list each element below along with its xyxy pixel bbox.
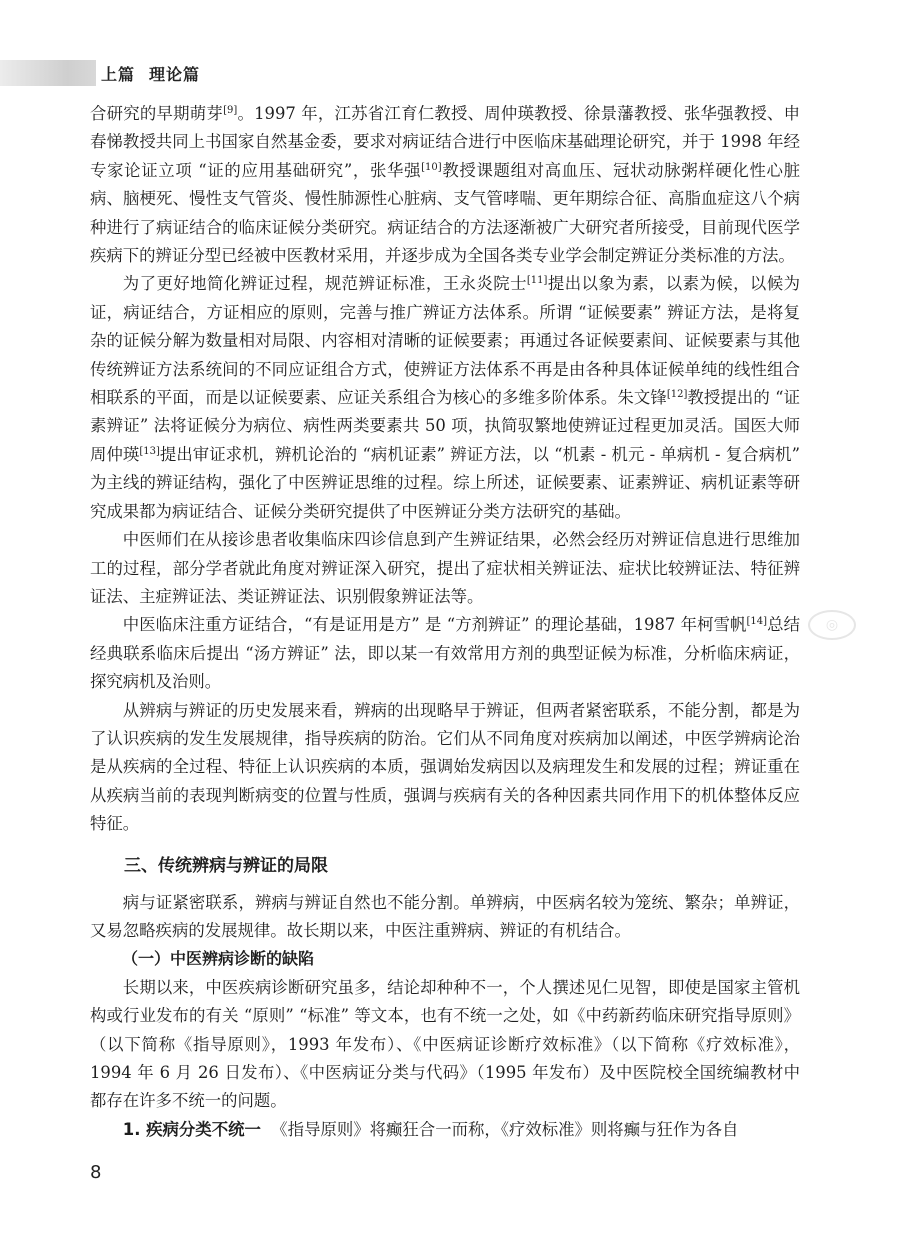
citation-ref: [14] <box>746 616 768 628</box>
paragraph: 病与证紧密联系，辨病与辨证自然也不能分割。单辨病，中医病名较为笼统、繁杂；单辨证，又易忽略疾病的发展规律。故长期以来，中医注重辨病、辨证的有机结合。 <box>90 892 800 940</box>
citation-ref: [9] <box>223 105 238 116</box>
header-band <box>0 60 96 86</box>
citation-ref: [11] <box>526 275 548 287</box>
run-in-heading: 1. 疾病分类不统一 <box>122 1119 261 1139</box>
section-heading: 三、传统辨病与辨证的局限 <box>124 855 328 876</box>
paragraph: 中医临床注重方证结合，“有是证用是方” 是 “方剂辨证” 的理论基础，1987 年柯雪帆[14]总结经典联系临床后提出 “汤方辨证” 法，即以某一有效常用方剂的典型证候为标准，分析临床病证，探究病机及治则。 <box>90 615 800 692</box>
paragraph: 从辨病与辨证的历史发展来看，辨病的出现略早于辨证，但两者紧密联系，不能分割，都是为了认识疾病的发生发展规律，指导疾病的防治。它们从不同角度对疾病加以阐述，中医学辨病论治是从疾病的全过程、特征上认识疾病的本质，强调始发病因以及病理发生和发展的过程；辨证重在从疾病当前的表现判断病变的位置与性质，强调与疾病有关的各种因素共同作用下的机体整体反应特征。 <box>90 700 800 834</box>
running-header <box>101 62 200 85</box>
paragraph: 合研究的早期萌芽[9]。1997 年，江苏省江育仁教授、周仲瑛教授、徐景藩教授、张华强教授、申春悌教授共同上书国家自然基金委，要求对病证结合进行中医临床基础理论研究，并于 1998 年经专家论证立项 “证的应用基础研究”，张华强[10]教授课题组对高血压、冠状动脉粥样硬化性心脏病、脑梗死、慢性支气管炎、慢性肺源性心脏病、支气管哮喘、更年期综合征、高脂血症这八个病种进行了病证结合的临床证候分类研究。病证结合的方法逐渐被广大研究者所接受，目前现代医学疾病下的辨证分型已经被中医教材采用，并逐步成为全国各类专业学会制定辨证分类标准的方法。 <box>90 104 801 266</box>
page-number: 8 <box>90 1162 102 1183</box>
header-title: 理论篇 <box>149 65 201 84</box>
paragraph: 长期以来，中医疾病诊断研究虽多，结论却种种不一，个人撰述见仁见智，即使是国家主管机构或行业发布的有关 “原则” “标准” 等文本，也有不统一之处，如《中药新药临床研究指导原则》（以下简称《指导原则》，1993 年发布）、《中医病证诊断疗效标准》（以下简称《疗效标准》，1994 年 6 月 26 日发布）、《中医病证分类与代码》（1995 年发布）及中医院校全国统编教材中都存在许多不统一的问题。 <box>90 977 800 1111</box>
header-part: 上篇 <box>101 65 136 84</box>
body-text <box>90 100 800 1144</box>
paragraph: 为了更好地简化辨证过程，规范辨证标准，王永炎院士[11]提出以象为素，以素为候，以候为证，病证结合，方证相应的原则，完善与推广辨证方法体系。所谓 “证候要素” 辨证方法，是将复杂的证候分解为数量相对局限、内容相对清晰的证候要素；再通过各证候要素间、证候要素与其他传统辨证方法系统间的不同应证组合方式，使辨证方法体系不再是由各种具体证候单纯的线性组合相联系的平面，而是以证候要素、应证关系组合为核心的多维多阶体系。朱文锋[12]教授提出的 “证素辨证” 法将证候分为病位、病性两类要素共 50 项，执简驭繁地使辨证过程更加灵活。国医大师周仲瑛[13]提出审证求机，辨机论治的 “病机证素” 辨证方法，以 “机素 - 机元 - 单病机 - 复合病机” 为主线的辨证结构，强化了中医辨证思维的过程。综上所述，证候要素、证素辨证、病机证素等研究成果都为病证结合、证候分类研究提供了中医辨证分类方法研究的基础。 <box>90 274 801 521</box>
citation-ref: [10] <box>421 161 442 173</box>
citation-ref: [12] <box>666 389 688 401</box>
paragraph: 中医师们在从接诊患者收集临床四诊信息到产生辨证结果，必然会经历对辨证信息进行思维加工的过程，部分学者就此角度对辨证深入研究，提出了症状相关辨证法、症状比较辨证法、特征辨证法、主症辨证法、类证辨证法、识别假象辨证法等。 <box>90 530 800 606</box>
watermark-icon: ◎ <box>808 610 856 640</box>
citation-ref: [13] <box>139 445 160 457</box>
paragraph: 1. 疾病分类不统一 《指导原则》将癫狂合一而称，《疗效标准》则将癫与狂作为各自 <box>122 1119 739 1139</box>
subsection-heading: （一）中医辨病诊断的缺陷 <box>122 949 315 969</box>
